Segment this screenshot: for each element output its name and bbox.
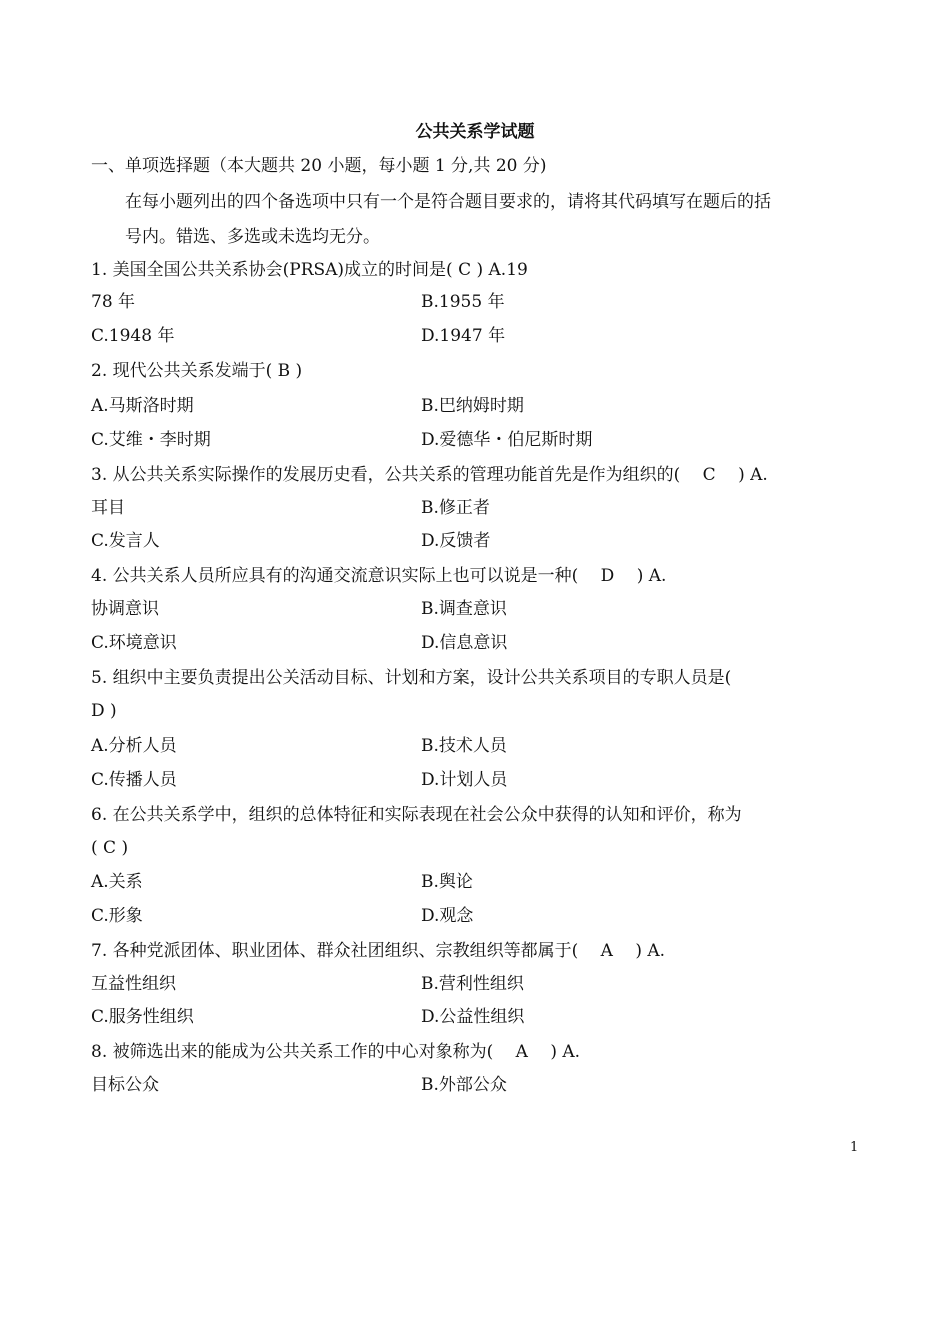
question-8-option-b: B.外部公众 (421, 1075, 507, 1095)
question-6-stem-cont: ( C ) (91, 838, 129, 858)
question-5-stem: 5. 组织中主要负责提出公关活动目标、计划和方案，设计公共关系项目的专职人员是( (91, 668, 732, 688)
section-heading: 一、单项选择题（本大题共 20 小题，每小题 1 分,共 20 分) (91, 156, 547, 176)
question-4-option-c: C.环境意识 (91, 633, 177, 653)
question-6-option-c: C.形象 (91, 906, 143, 926)
question-1-option-b: B.1955 年 (421, 292, 505, 312)
question-7-option-d: D.公益性组织 (421, 1007, 525, 1027)
question-5-option-b: B.技术人员 (421, 736, 507, 756)
question-1-option-a: 78 年 (91, 292, 136, 312)
question-8-option-a: 目标公众 (91, 1075, 159, 1095)
question-5-stem-cont: D ) (91, 701, 117, 721)
question-4-option-d: D.信息意识 (421, 633, 508, 653)
question-3-stem: 3. 从公共关系实际操作的发展历史看，公共关系的管理功能首先是作为组织的( C ) A. (91, 465, 768, 485)
question-7-stem: 7. 各种党派团体、职业团体、群众社团组织、宗教组织等都属于( A ) A. (91, 941, 666, 961)
question-7-option-a: 互益性组织 (91, 974, 176, 994)
question-7-option-c: C.服务性组织 (91, 1007, 194, 1027)
question-5-option-a: A.分析人员 (91, 736, 177, 756)
question-1-option-d: D.1947 年 (421, 326, 506, 346)
question-1-stem: 1. 美国全国公共关系协会(PRSA)成立的时间是( C ) A.19 (91, 260, 528, 280)
question-4-option-b: B.调查意识 (421, 599, 507, 619)
question-2-stem: 2. 现代公共关系发端于( B ) (91, 361, 303, 381)
question-3-option-a: 耳目 (91, 498, 125, 518)
question-2-option-c: C.艾维・李时期 (91, 430, 211, 450)
question-2-option-d: D.爱德华・伯尼斯时期 (421, 430, 593, 450)
question-2-option-a: A.马斯洛时期 (91, 396, 194, 416)
question-3-option-c: C.发言人 (91, 531, 160, 551)
question-6-option-a: A.关系 (91, 872, 143, 892)
question-5-option-d: D.计划人员 (421, 770, 508, 790)
question-8-stem: 8. 被筛选出来的能成为公共关系工作的中心对象称为( A ) A. (91, 1042, 581, 1062)
page-title: 公共关系学试题 (415, 122, 535, 142)
question-4-stem: 4. 公共关系人员所应具有的沟通交流意识实际上也可以说是一种( D ) A. (91, 566, 667, 586)
question-6-option-d: D.观念 (421, 906, 474, 926)
question-1-option-c: C.1948 年 (91, 326, 175, 346)
question-3-option-d: D.反馈者 (421, 531, 491, 551)
page-number: 1 (850, 1140, 859, 1155)
instructions-line-1: 在每小题列出的四个备选项中只有一个是符合题目要求的，请将其代码填写在题后的括 (125, 192, 771, 212)
question-4-option-a: 协调意识 (91, 599, 159, 619)
question-2-option-b: B.巴纳姆时期 (421, 396, 524, 416)
question-3-option-b: B.修正者 (421, 498, 490, 518)
instructions-line-2: 号内。错选、多选或未选均无分。 (125, 227, 380, 247)
question-6-stem: 6. 在公共关系学中，组织的总体特征和实际表现在社会公众中获得的认知和评价，称为 (91, 805, 742, 825)
question-6-option-b: B.舆论 (421, 872, 473, 892)
question-5-option-c: C.传播人员 (91, 770, 177, 790)
question-7-option-b: B.营利性组织 (421, 974, 524, 994)
